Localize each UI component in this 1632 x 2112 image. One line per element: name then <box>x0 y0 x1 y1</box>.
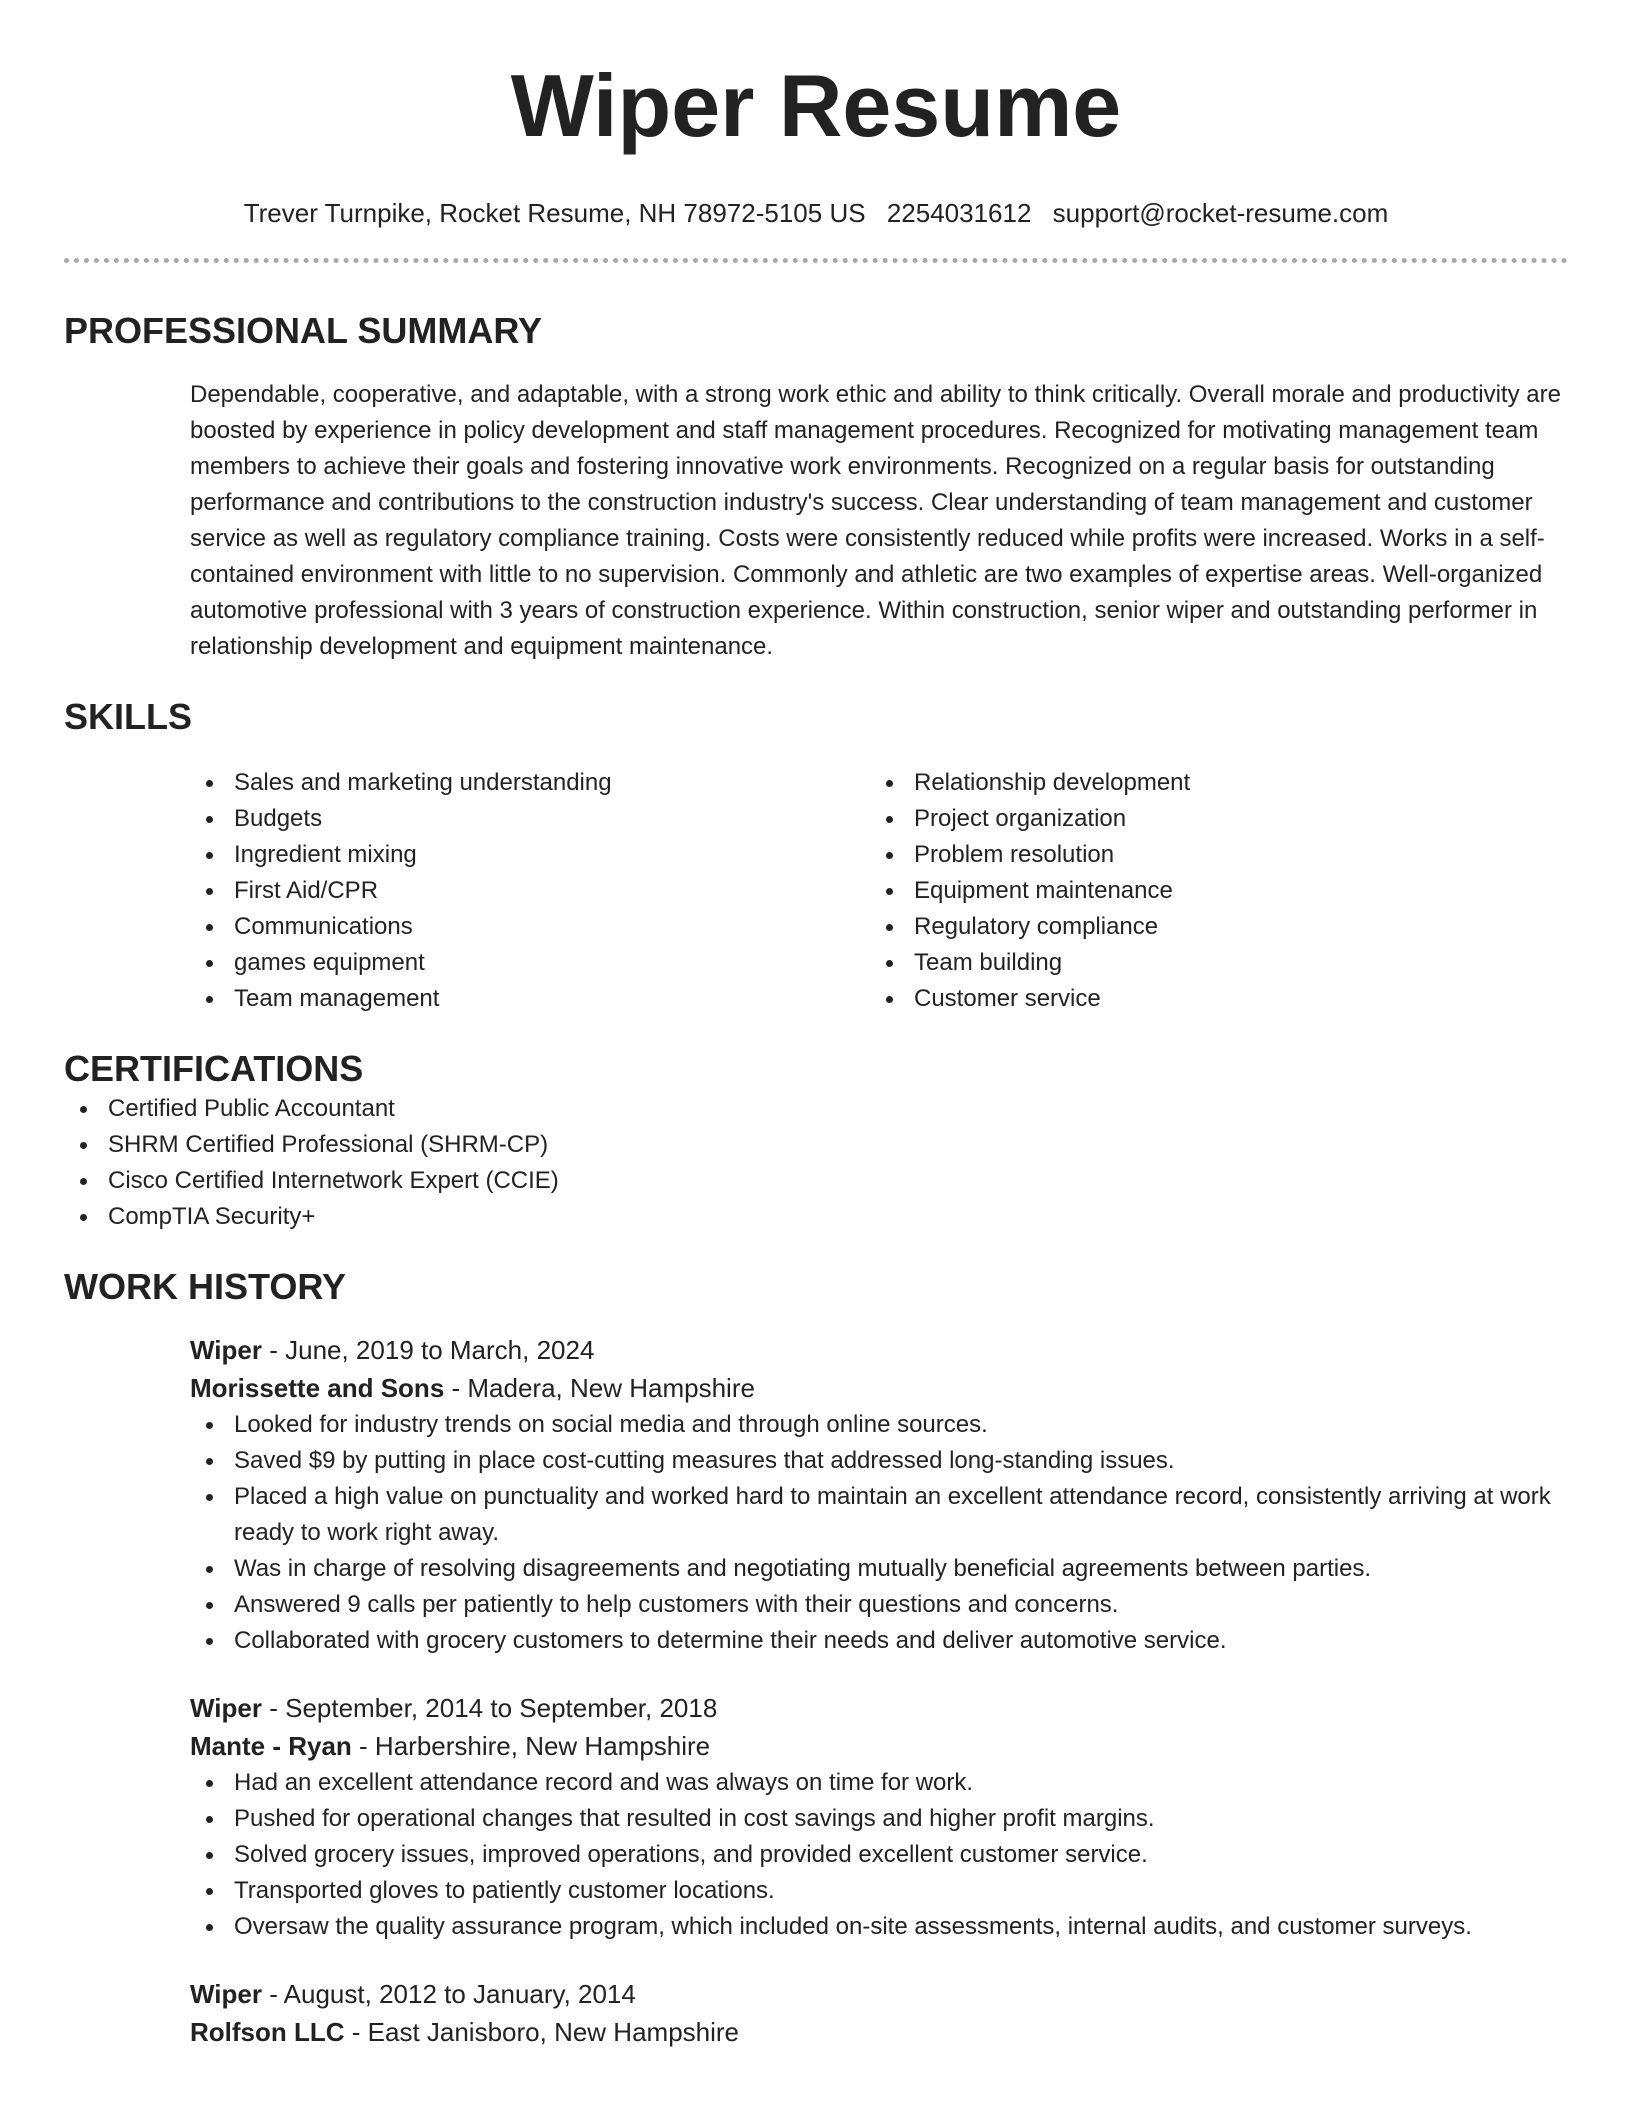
section-heading-work-history: WORK HISTORY <box>64 1266 347 1307</box>
job-duty: Oversaw the quality assurance program, which included on-site assessments, internal audits, and customer surveys. <box>190 1909 1568 1945</box>
job-title: Wiper <box>190 1335 262 1365</box>
skill-item: Sales and marketing understanding <box>190 765 870 801</box>
skill-item: Regulatory compliance <box>870 909 1550 945</box>
certifications-section <box>64 1047 1568 1235</box>
job-title: Wiper <box>190 1693 262 1723</box>
job-duty: Transported gloves to patiently customer locations. <box>190 1873 1568 1909</box>
job-entry <box>190 1975 1568 2051</box>
skill-item: Project organization <box>870 801 1550 837</box>
job-entry <box>190 1331 1568 1659</box>
job-location: - Madera, New Hampshire <box>444 1373 755 1403</box>
job-duty: Saved $9 by putting in place cost-cutting measures that addressed long-standing issues. <box>190 1443 1568 1479</box>
skills-list-right <box>870 765 1550 1017</box>
summary-text: Dependable, cooperative, and adaptable, with a strong work ethic and ability to think critically. Overall morale and productivity are boosted by experience in policy development and staff management procedures. Recognized for motivating management team members to achieve their goals and fostering innovative work environments. Recognized on a regular basis for outstanding performance and contributions to the construction industry's success. Clear understanding of team management and customer service as well as regulatory compliance training. Costs were consistently reduced while profits were increased. Works in a self-contained environment with little to no supervision. Commonly and athletic are two examples of expertise areas. Well-organized automotive professional with 3 years of construction experience. Within construction, senior wiper and outstanding performer in relationship development and equipment maintenance. <box>190 381 1561 660</box>
job-duty: Collaborated with grocery customers to determine their needs and deliver automotive service. <box>190 1623 1568 1659</box>
job-company: Morissette and Sons <box>190 1373 445 1403</box>
job-company-line <box>190 2013 1568 2051</box>
job-location: - Harbershire, New Hampshire <box>351 1731 711 1761</box>
job-dates: - June, 2019 to March, 2024 <box>262 1335 595 1365</box>
job-location: - East Janisboro, New Hampshire <box>344 2017 740 2047</box>
skill-item: games equipment <box>190 945 870 981</box>
skills-columns <box>190 765 1568 1017</box>
skill-item: First Aid/CPR <box>190 873 870 909</box>
certification-item: Certified Public Accountant <box>64 1091 1568 1127</box>
job-dates: - August, 2012 to January, 2014 <box>262 1979 636 2009</box>
job-company: Rolfson LLC <box>190 2017 345 2047</box>
skill-item: Relationship development <box>870 765 1550 801</box>
job-dates: - September, 2014 to September, 2018 <box>262 1693 718 1723</box>
contact-address: Trever Turnpike, Rocket Resume, NH 78972-5105 US <box>243 198 866 228</box>
certification-item: SHRM Certified Professional (SHRM-CP) <box>64 1127 1568 1163</box>
skills-section <box>64 695 1568 1017</box>
job-duty: Looked for industry trends on social media and through online sources. <box>190 1407 1568 1443</box>
job-duty: Answered 9 calls per patiently to help customers with their questions and concerns. <box>190 1587 1568 1623</box>
skills-list-left <box>190 765 870 1017</box>
professional-summary-section <box>64 309 1568 665</box>
header-divider <box>64 258 1568 263</box>
job-title-line <box>190 1331 1568 1369</box>
section-heading-skills: SKILLS <box>64 696 193 737</box>
job-duty: Had an excellent attendance record and was always on time for work. <box>190 1765 1568 1801</box>
skill-item: Team building <box>870 945 1550 981</box>
job-duties-list <box>190 1765 1568 1945</box>
job-title-line <box>190 1689 1568 1727</box>
certification-item: Cisco Certified Internetwork Expert (CCIE) <box>64 1163 1568 1199</box>
skill-item: Team management <box>190 981 870 1017</box>
job-entry <box>190 1689 1568 1945</box>
job-company: Mante - Ryan <box>190 1731 352 1761</box>
job-title-line <box>190 1975 1568 2013</box>
skill-item: Problem resolution <box>870 837 1550 873</box>
contact-line <box>64 196 1568 230</box>
job-title: Wiper <box>190 1979 262 2009</box>
resume-title: Wiper Resume <box>510 56 1122 155</box>
skill-item: Customer service <box>870 981 1550 1017</box>
contact-phone: 2254031612 <box>886 198 1032 228</box>
work-history-section <box>64 1265 1568 2051</box>
certifications-list <box>64 1091 1568 1235</box>
section-heading-certifications: CERTIFICATIONS <box>64 1048 364 1089</box>
section-heading-summary: PROFESSIONAL SUMMARY <box>64 310 543 351</box>
contact-email: support@rocket-resume.com <box>1052 198 1389 228</box>
skill-item: Communications <box>190 909 870 945</box>
job-duty: Was in charge of resolving disagreements and negotiating mutually beneficial agreements between parties. <box>190 1551 1568 1587</box>
job-duty: Placed a high value on punctuality and worked hard to maintain an excellent attendance record, consistently arriving at work ready to work right away. <box>190 1479 1568 1551</box>
certification-item: CompTIA Security+ <box>64 1199 1568 1235</box>
job-duty: Pushed for operational changes that resulted in cost savings and higher profit margins. <box>190 1801 1568 1837</box>
job-company-line <box>190 1369 1568 1407</box>
skill-item: Equipment maintenance <box>870 873 1550 909</box>
job-duty: Solved grocery issues, improved operations, and provided excellent customer service. <box>190 1837 1568 1873</box>
job-company-line <box>190 1727 1568 1765</box>
skill-item: Ingredient mixing <box>190 837 870 873</box>
skill-item: Budgets <box>190 801 870 837</box>
job-duties-list <box>190 1407 1568 1659</box>
